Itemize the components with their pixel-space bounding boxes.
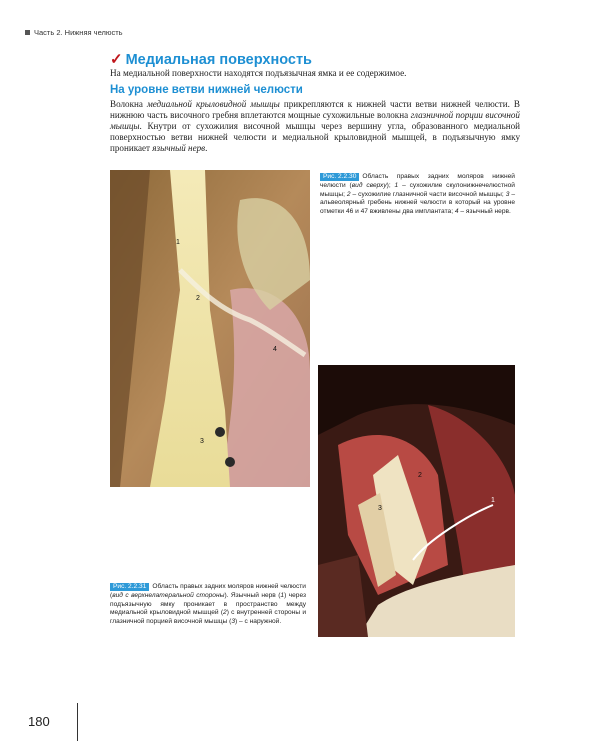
square-bullet-icon [25,30,30,35]
marker-2: 2 [196,295,200,302]
running-head [25,28,123,37]
figure-2-2-31-caption: Рис. 2.2.31 Область правых задних моляров нижней челюсти (вид с верхнелатеральной стороны). Язычный нерв (1) через подъязычную ямку проникает в пространство между медиальной крыловидной мышцей (2) с внутренней стороны и глазничной порцией височной мышцы (3) – с наружной. [110,583,307,626]
checkmark-icon: ✓ [110,51,123,68]
figure-2-2-30-caption: Рис. 2.2.30 Область правых задних моляров нижней челюсти (вид сверху); 1 – сухожилие скулонижнечелюстной мышцы; 2 – сухожилие глазничной части височной мышцы; 3 – альвеолярный гребень нижней челюсти в который на уровне отметки 46 и 47 вживлены два имплантата; 4 – язычный нерв. [320,173,516,216]
page-number-rule [77,703,78,741]
marker-3: 3 [378,505,382,512]
marker-1: 1 [176,239,180,246]
term-temporal-orbital: глазничной порции височной мышцы [110,110,520,131]
term-medial-pterygoid: медиальной крыловидной мышцы [146,99,280,109]
figure-label: Рис. 2.2.30 [320,173,359,181]
figure-label: Рис. 2.2.31 [110,583,149,591]
running-head-text: Часть 2. Нижняя челюсть [34,28,123,37]
figure-2-2-30-photo [110,170,310,487]
subsection-title: На уровне ветви нижней челюсти [110,84,303,96]
figure-2-2-31-photo [318,365,515,637]
marker-2: 2 [418,472,422,479]
marker-3: 3 [200,438,204,445]
section-title [110,50,312,68]
page-number: 180 [28,714,50,729]
term-lingual-nerve: язычный нерв [152,143,206,153]
section-title-text: Медиальная поверхность [125,52,312,68]
body-paragraph: Волокна медиальной крыловидной мышцы прикрепляются к нижней части ветви нижней челюсти. В нижнюю часть височного гребня вплетаются мощные сухожильные волокна глазничной порции височной мышцы. Кнутри от сухожилия височной мышцы через вершину угла, образованного медиальной поверхностью ветви нижней челюсти и медиальной крыловидной мышцей, в подъязычную ямку проникает язычный нерв. [110,99,520,153]
marker-4: 4 [273,346,277,353]
section-intro: На медиальной поверхности находятся подъязычная ямка и ее содержимое. [110,68,407,78]
marker-1: 1 [491,497,495,504]
